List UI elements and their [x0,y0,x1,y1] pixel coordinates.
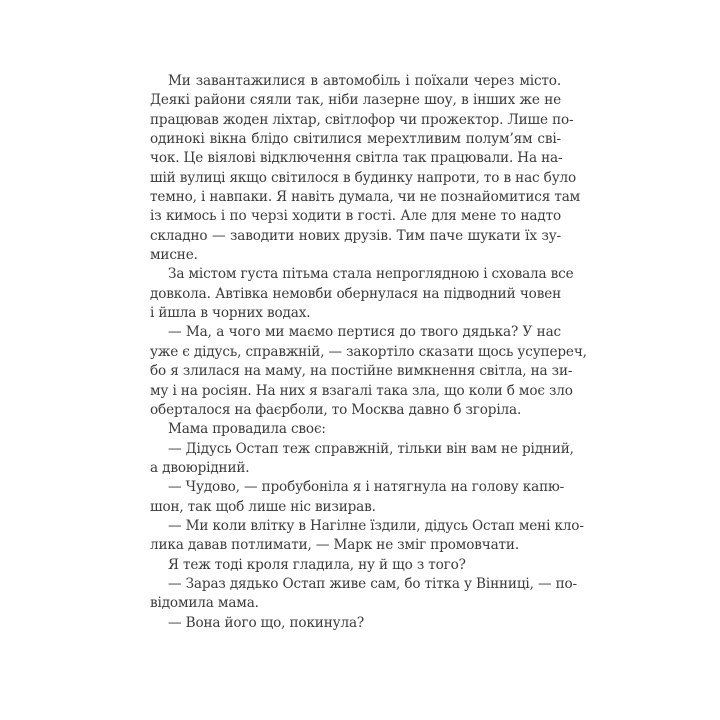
text-line: оберталося на фаєрболи, то Москва давно б згоріла. [150,401,522,418]
text-line: му і на росіян. На них я взагалі така зла, що коли б моє зло [150,382,573,399]
text-line: довкола. Автівка немовби обернулася на підводний човен [150,285,561,302]
text-line: чок. Це віялові відключення світла так працювали. На на- [150,150,563,167]
text-line: Я теж тоді кроля гладила, ну й що з того? [168,556,466,573]
text-line: із кимось і по черзі ходити в гості. Але для мене то надто [150,208,561,225]
text-line: лика давав потлимати, — Марк не зміг промовчати. [150,537,519,554]
text-line: Мама провадила своє: [168,421,326,438]
text-line: відомила мама. [150,595,259,612]
text-line: — Зараз дядько Остап живе сам, бо тітка у Вінниці, — по- [168,575,577,592]
text-line: Деякі райони сяяли так, ніби лазерне шоу, в інших же не [150,92,561,109]
text-line: одинокі вікна блідо світилися мерехтливим полум’ям сві- [150,131,561,148]
text-line: складно — заводити нових друзів. Тим паче шукати їх зу- [150,227,561,244]
text-line: — Ма, а чого ми маємо пертися до твого дядька? У нас [168,324,561,341]
text-line: За містом густа пітьма стала непроглядною і сховала все [168,266,574,283]
text-line: а двоюрідний. [150,459,250,476]
text-line: уже є дідусь, справжній, — закортіло сказати щось усупереч, [150,343,587,360]
text-line: — Вона його що, покинула? [168,614,365,631]
text-line: працював жоден ліхтар, світлофор чи прожектор. Лише по- [150,111,574,128]
text-line: Ми завантажилися в автомобіль і поїхали через місто. [168,73,561,89]
text-line: і йшла в чорних водах. [150,305,311,322]
text-line: — Дідусь Остап теж справжній, тільки він вам не рідний, [168,440,574,457]
text-line: шій вулиці якщо світилося в будинку напроти, то в нас було [150,169,577,186]
text-line: мисне. [150,247,198,264]
text-line: темно, і навпаки. Я навіть думала, чи не познайомитися там [150,189,581,206]
text-line: — Чудово, — пробубоніла я і натягнула на голову капю- [168,479,565,496]
text-line: бо я злилася на маму, на постійне вимкнення світла, на зи- [150,363,573,380]
book-page-text [150,72,587,633]
text-line: — Ми коли влітку в Нагілне їздили, дідусь Остап мені кло- [168,517,584,534]
text-line: шон, так щоб лише ніс визирав. [150,498,376,515]
